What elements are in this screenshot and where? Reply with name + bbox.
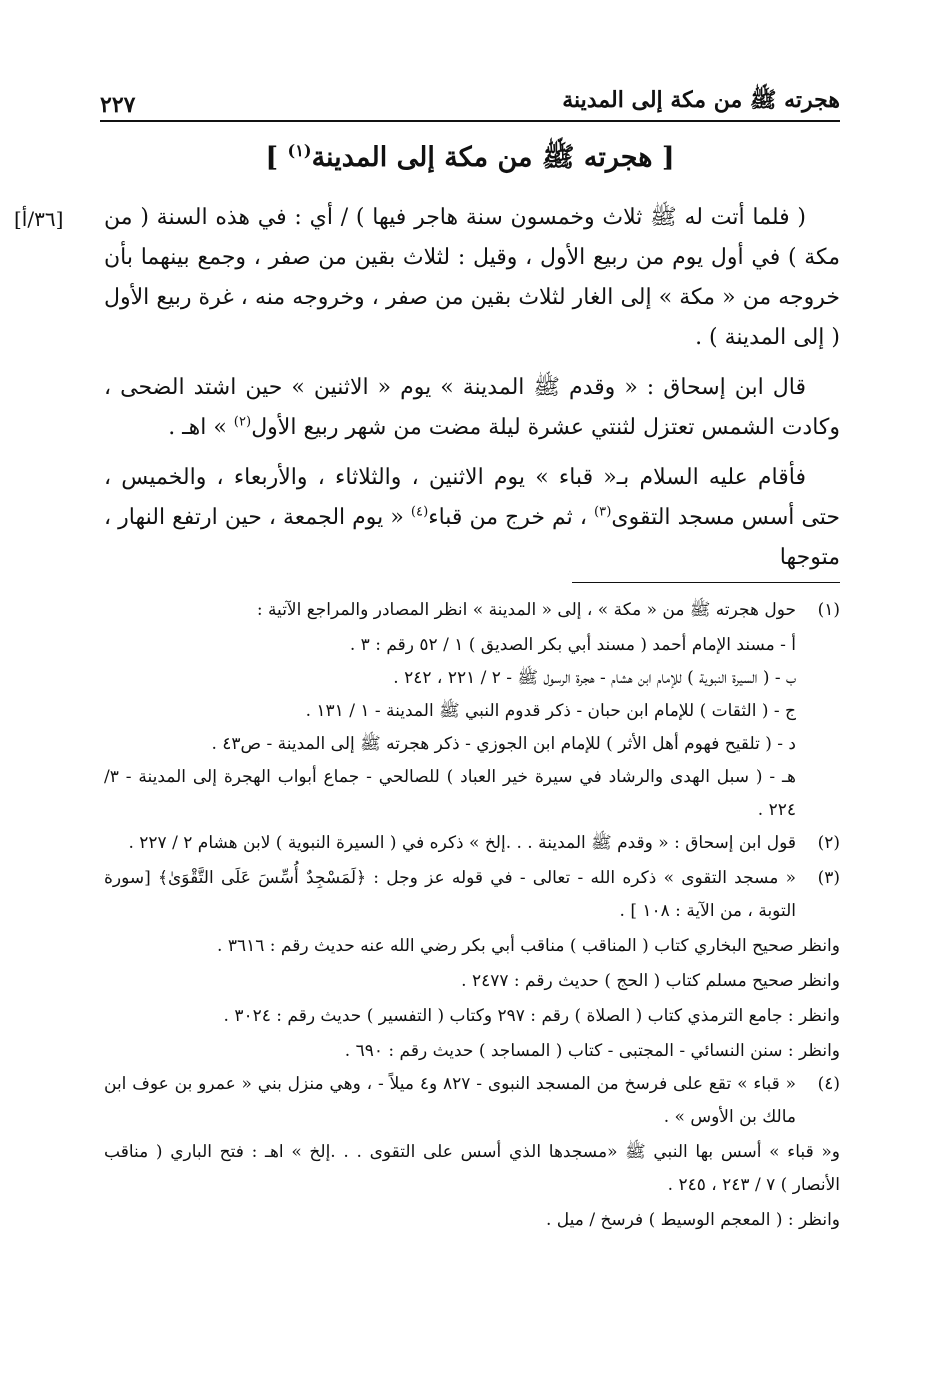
footnote-ref: (٤) <box>410 504 429 520</box>
running-header <box>100 84 840 118</box>
chapter-open-bracket: [ <box>652 142 675 173</box>
folio-marker: [٣٦/أ] <box>14 207 64 231</box>
footnote-reference: وانظر : ( المعجم الوسيط ) فرسخ / ميل . <box>546 1210 840 1230</box>
paragraph-text: » اهـ . <box>168 415 234 440</box>
footnote-separator <box>572 582 840 583</box>
chapter-title <box>100 138 840 178</box>
footnote-source: ج - ( الثقات ) للإمام ابن حبان - ذكر قدوم النبي ﷺ المدينة - ١ / ١٣١ . <box>305 701 796 721</box>
running-title: هجرته ﷺ من مكة إلى المدينة <box>562 87 840 113</box>
footnote-reference: وانظر : جامع الترمذي كتاب ( الصلاة ) رقم : ٢٩٧ وكتاب ( التفسير ) حديث رقم : ٣٠٢٤ . <box>223 1006 840 1026</box>
footnote-reference: وانظر صحيح مسلم كتاب ( الحج ) حديث رقم : ٢٤٧٧ . <box>461 971 840 991</box>
footnotes <box>104 594 840 1237</box>
paragraph <box>104 198 840 358</box>
paragraph <box>104 368 840 448</box>
footnote-source: أ - مسند الإمام أحمد ( مسند أبي بكر الصديق ) ١ / ٥٢ رقم : ٣ . <box>349 635 796 655</box>
footnote-ref: (٣) <box>593 504 612 520</box>
footnote-reference: و« قباء » أسس بها النبي ﷺ «مسجدها الذي أسس على التقوى . . .إلخ » اهـ : فتح الباري ( مناقب الأنصار ) ٧ / ٢٤٣ ، ٢٤٥ . <box>104 1142 840 1195</box>
paragraph-text: قال ابن إسحاق : « وقدم ﷺ المدينة » يوم « الاثنين » حين اشتد الضحى ، وكادت الشمس تعتزل لثنتي عشرة ليلة مضت من شهر ربيع الأول <box>104 375 840 440</box>
footnote-ref: (١) <box>287 141 312 160</box>
chapter-close-bracket: ] <box>265 142 288 173</box>
footnote-number: (٣) <box>817 868 840 888</box>
paragraph-text: فأقام عليه السلام بـ« قباء » يوم الاثنين ، والثلاثاء ، والأربعاء ، والخميس ، حتى أسس مسجد التقوى <box>104 465 840 530</box>
paragraph <box>104 458 840 578</box>
main-text <box>104 198 840 588</box>
footnote-text: حول هجرته ﷺ من « مكة » ، إلى « المدينة » انظر المصادر والمراجع الآتية : <box>256 600 796 620</box>
paragraph-text: « يوم الجمعة ، حين ارتفع النهار ، متوجها <box>104 505 840 570</box>
footnote-number: (٤) <box>817 1074 840 1094</box>
chapter-title-text: هجرته ﷺ من مكة إلى المدينة <box>311 142 653 173</box>
footnote-text: « قباء » تقع على فرسخ من المسجد النبوى - ٨٢٧ و٤ ميلاً - ، وهي منزل بني « عمرو بن عوف ابن مالك بن الأوس » . <box>104 1074 796 1127</box>
footnote <box>104 862 840 928</box>
page-number: ٢٢٧ <box>100 92 136 118</box>
footnote-ref: (٢) <box>233 414 252 430</box>
footnote-reference: وانظر : سنن النسائي - المجتبى - كتاب ( المساجد ) حديث رقم : ٦٩٠ . <box>344 1041 840 1061</box>
footnote-source: ب - ( السيرة النبوية ) للإمام ابن هشام - هجرة الرسول ﷺ - ٢ / ٢٢١ ، ٢٤٢ . <box>393 668 796 688</box>
footnote-text: « مسجد التقوى » ذكره الله - تعالى - في قوله عز وجل : ﴿لَمَسْجِدٌ أُسِّسَ عَلَى التَّقْوَىٰ﴾ [سورة التوبة ، من الآية : ١٠٨ ] . <box>104 868 796 921</box>
footnote <box>104 1068 840 1134</box>
footnote-text: قول ابن إسحاق : « وقدم ﷺ المدينة . . .إلخ » ذكره في ( السيرة النبوية ) لابن هشام ٢ / ٢٢٧ . <box>128 833 796 853</box>
paragraph-text: ، ثم خرج من قباء <box>428 505 594 530</box>
footnote-number: (٢) <box>817 833 840 853</box>
footnote-number: (١) <box>817 600 840 620</box>
paragraph-text: ( فلما أتت له ﷺ ثلاث وخمسون سنة هاجر فيها ) / أي : في هذه السنة ( من مكة ) في أول يوم من ربيع الأول ، وقيل : لثلاث بقين من صفر ، وجمع بينهما بأن خروجه من « مكة » إلى الغار لثلاث بقين من صفر ، وخروجه منه ، غرة ربيع الأول ( إلى المدينة ) . <box>104 205 840 350</box>
header-rule <box>100 120 840 122</box>
footnote <box>104 827 840 860</box>
footnote-source: د - ( تلقيح فهوم أهل الأثر ) للإمام ابن الجوزي - ذكر هجرته ﷺ إلى المدينة - ص٤٣ . <box>211 734 796 754</box>
footnote <box>104 594 840 627</box>
footnote-source: هـ - ( سبل الهدى والرشاد في سيرة خير العباد ) للصالحي - جماع أبواب الهجرة إلى المدينة - ٣/ ٢٢٤ . <box>104 767 796 820</box>
footnote-reference: وانظر صحيح البخاري كتاب ( المناقب ) مناقب أبي بكر رضي الله عنه حديث رقم : ٣٦١٦ . <box>217 936 840 956</box>
